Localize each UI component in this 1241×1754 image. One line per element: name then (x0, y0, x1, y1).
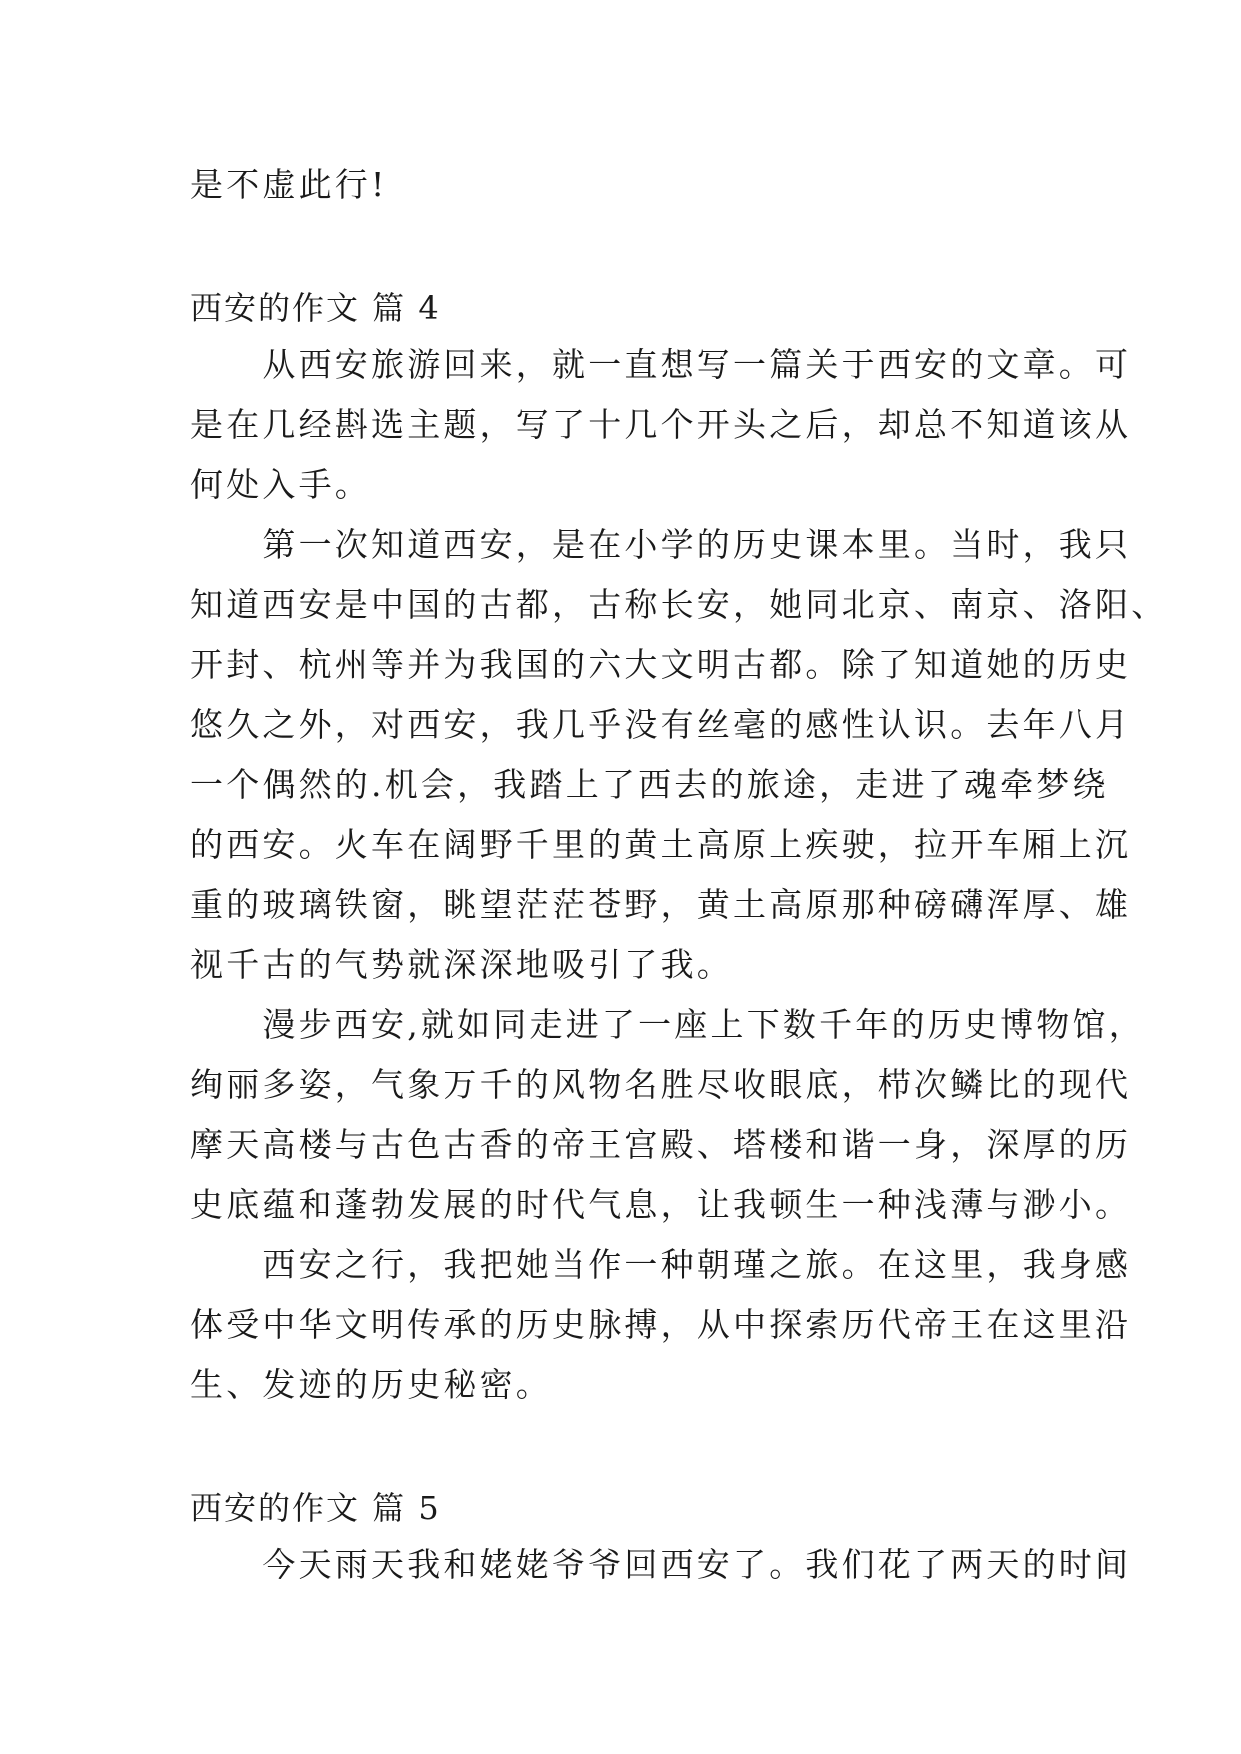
text-line: 视千古的气势就深深地吸引了我。 (190, 945, 733, 984)
text-line: 悠久之外，对西安，我几乎没有丝毫的感性认识。去年八月 (190, 705, 1132, 744)
section-heading: 西安的作文 篇 4 (190, 289, 441, 327)
text-line: 摩天高楼与古色古香的帝王宫殿、塔楼和谐一身，深厚的历 (190, 1125, 1132, 1164)
text-line: 何处入手。 (190, 465, 371, 504)
text-line: 体受中华文明传承的历史脉搏，从中探索历代帝王在这里沿 (190, 1305, 1132, 1344)
text-line: 从西安旅游回来，就一直想写一篇关于西安的文章。可 (190, 345, 1132, 384)
text-line: 的西安。火车在阔野千里的黄土高原上疾驶，拉开车厢上沉 (190, 825, 1132, 864)
text-line: 开封、杭州等并为我国的六大文明古都。除了知道她的历史 (190, 645, 1132, 684)
text-line: 西安之行，我把她当作一种朝瑾之旅。在这里，我身感 (190, 1245, 1132, 1284)
text-line: 第一次知道西安，是在小学的历史课本里。当时，我只 (190, 525, 1132, 564)
text-line: 知道西安是中国的古都，古称长安，她同北京、南京、洛阳、 (190, 585, 1168, 624)
text-line: 生、发迹的历史秘密。 (190, 1365, 552, 1404)
text-line: 今天雨天我和姥姥爷爷回西安了。我们花了两天的时间 (190, 1545, 1132, 1584)
section-heading: 西安的作文 篇 5 (190, 1489, 441, 1527)
text-line: 史底蕴和蓬勃发展的时代气息，让我顿生一种浅薄与渺小。 (190, 1185, 1132, 1224)
text-line: 重的玻璃铁窗，眺望茫茫苍野，黄土高原那种磅礴浑厚、雄 (190, 885, 1132, 924)
text-line: 绚丽多姿，气象万千的风物名胜尽收眼底，栉次鳞比的现代 (190, 1065, 1132, 1104)
text-line: 一个偶然的.机会，我踏上了西去的旅途，走进了魂牵梦绕 (190, 765, 1109, 804)
text-line: 是不虚此行! (190, 165, 388, 204)
text-line: 漫步西安,就如同走进了一座上下数千年的历史博物馆， (190, 1005, 1145, 1044)
text-line: 是在几经斟选主题，写了十几个开头之后，却总不知道该从 (190, 405, 1132, 444)
